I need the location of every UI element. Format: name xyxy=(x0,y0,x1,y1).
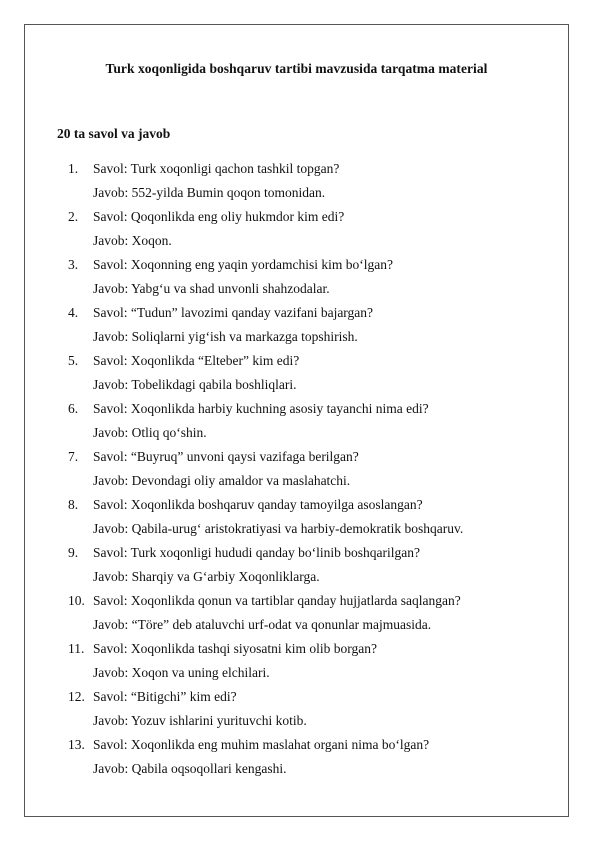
answer-text: Javob: Qabila oqsoqollari kengashi. xyxy=(93,761,287,776)
answer-text: Javob: “Töre” deb ataluvchi urf-odat va qonunlar majmuasida. xyxy=(93,617,432,632)
answer-text: Javob: 552-yilda Bumin qoqon tomonidan. xyxy=(93,185,326,200)
item-number: 9. xyxy=(68,545,79,560)
question-text: Savol: “Buyruq” unvoni qaysi vazifaga berilgan? xyxy=(93,449,359,464)
question-text: Savol: Xoqonlikda boshqaruv qanday tamoyilga asoslangan? xyxy=(93,497,423,512)
qa-item xyxy=(57,733,557,781)
question-text: Savol: Xoqonning eng yaqin yordamchisi kim bo‘lgan? xyxy=(93,257,393,272)
answer-text: Javob: Devondagi oliy amaldor va maslahatchi. xyxy=(93,473,351,488)
section-heading: 20 ta savol va javob xyxy=(57,126,171,141)
item-number: 8. xyxy=(68,497,79,512)
document-title: Turk xoqonligida boshqaruv tartibi mavzusida tarqatma material xyxy=(105,61,488,76)
question-text: Savol: “Bitigchi” kim edi? xyxy=(93,689,237,704)
qa-item xyxy=(57,301,557,349)
answer-text: Javob: Xoqon va uning elchilari. xyxy=(93,665,270,680)
qa-item xyxy=(57,397,557,445)
item-number: 6. xyxy=(68,401,79,416)
qa-item xyxy=(57,493,557,541)
item-number: 4. xyxy=(68,305,79,320)
question-text: Savol: Qoqonlikda eng oliy hukmdor kim edi? xyxy=(93,209,345,224)
item-number: 10. xyxy=(68,593,85,608)
item-number: 11. xyxy=(68,641,85,656)
qa-item xyxy=(57,541,557,589)
answer-text: Javob: Tobelikdagi qabila boshliqlari. xyxy=(93,377,297,392)
qa-item xyxy=(57,349,557,397)
question-text: Savol: “Tudun” lavozimi qanday vazifani bajargan? xyxy=(93,305,374,320)
item-number: 13. xyxy=(68,737,85,752)
item-number: 2. xyxy=(68,209,79,224)
answer-text: Javob: Qabila-urug‘ aristokratiyasi va harbiy-demokratik boshqaruv. xyxy=(93,521,464,536)
qa-item xyxy=(57,589,557,637)
answer-text: Javob: Yozuv ishlarini yurituvchi kotib. xyxy=(93,713,307,728)
question-text: Savol: Turk xoqonligi qachon tashkil topgan? xyxy=(93,161,340,176)
answer-text: Javob: Xoqon. xyxy=(93,233,172,248)
qa-item xyxy=(57,637,557,685)
question-text: Savol: Xoqonlikda qonun va tartiblar qanday hujjatlarda saqlangan? xyxy=(93,593,461,608)
qa-item xyxy=(57,685,557,733)
document-page xyxy=(24,24,569,817)
question-text: Savol: Xoqonlikda “Elteber” kim edi? xyxy=(93,353,300,368)
item-number: 7. xyxy=(68,449,79,464)
answer-text: Javob: Sharqiy va G‘arbiy Xoqonliklarga. xyxy=(93,569,320,584)
item-number: 3. xyxy=(68,257,79,272)
qa-item xyxy=(57,157,557,205)
question-text: Savol: Xoqonlikda tashqi siyosatni kim olib borgan? xyxy=(93,641,377,656)
qa-item xyxy=(57,253,557,301)
item-number: 1. xyxy=(68,161,79,176)
question-text: Savol: Turk xoqonligi hududi qanday bo‘linib boshqarilgan? xyxy=(93,545,420,560)
qa-list xyxy=(57,157,557,781)
qa-item xyxy=(57,445,557,493)
question-text: Savol: Xoqonlikda harbiy kuchning asosiy tayanchi nima edi? xyxy=(93,401,429,416)
answer-text: Javob: Otliq qo‘shin. xyxy=(93,425,207,440)
qa-item xyxy=(57,205,557,253)
item-number: 5. xyxy=(68,353,79,368)
answer-text: Javob: Soliqlarni yig‘ish va markazga topshirish. xyxy=(93,329,358,344)
question-text: Savol: Xoqonlikda eng muhim maslahat organi nima bo‘lgan? xyxy=(93,737,430,752)
answer-text: Javob: Yabg‘u va shad unvonli shahzodalar. xyxy=(93,281,330,296)
item-number: 12. xyxy=(68,689,85,704)
